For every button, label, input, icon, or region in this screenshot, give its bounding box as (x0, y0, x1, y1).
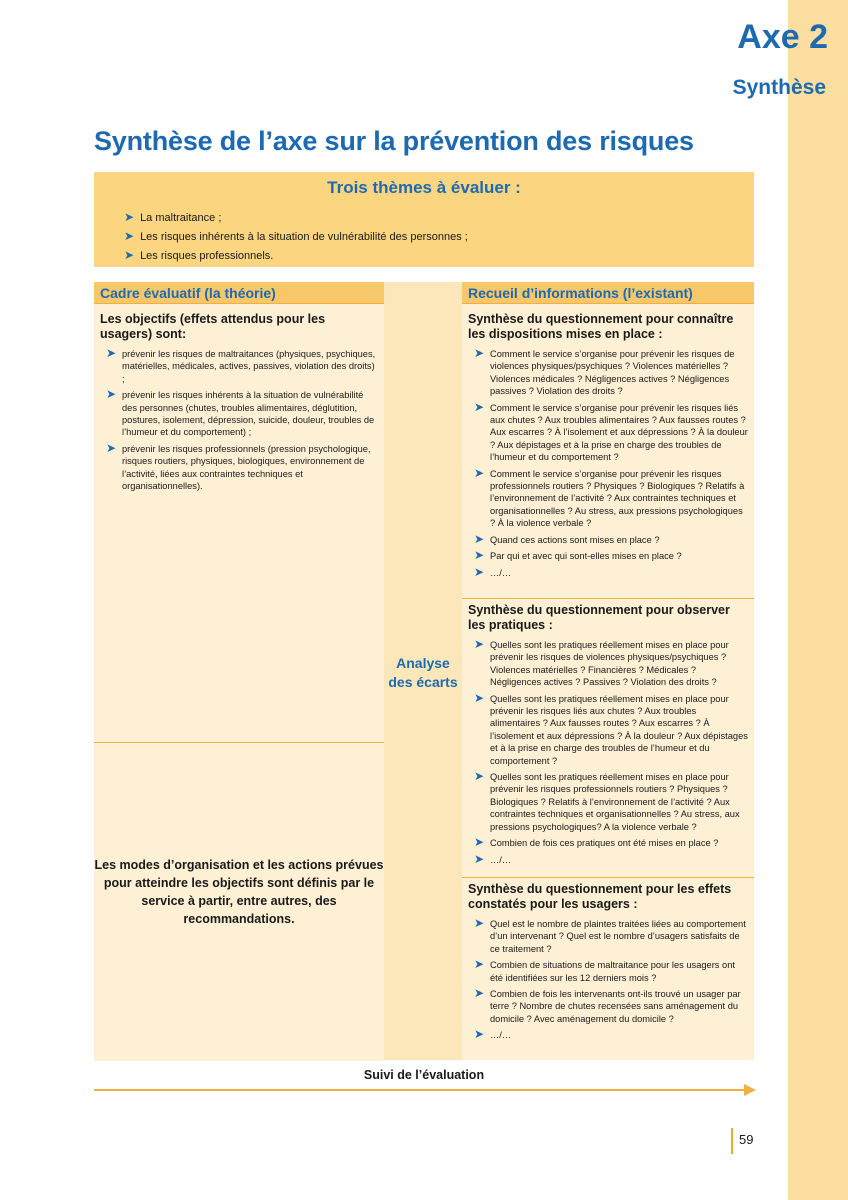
middle-column (384, 282, 462, 1060)
arrow-icon: ➤ (474, 916, 485, 930)
list-item: ➤ prévenir les risques inhérents à la situation de vulnérabilité des personnes (chutes, troubles alimentaires, déglutition, postures, isolement, dépression, suicide, douleur, troubles de l’humeur et du comportement) ; (106, 387, 375, 438)
arrow-icon: ➤ (474, 465, 485, 480)
section-title: Synthèse (732, 76, 826, 99)
followup-arrow-line (94, 1089, 746, 1091)
list-item: ➤ Comment le service s’organise pour prévenir les risques professionnels routiers ? Physiques ? Biologiques ? Relatifs à l’environnement de l’activité ? Aux contraintes techniques et organisationnelles ? Au stress, aux pressions psychologiques ? À la violence verbale ? (474, 465, 745, 529)
arrow-icon: ➤ (474, 851, 485, 866)
arrow-icon: ➤ (474, 531, 485, 546)
arrow-icon: ➤ (474, 957, 485, 972)
list-item: ➤ Quelles sont les pratiques réellement mises en place pour prévenir les risques liés aux chutes ? Aux troubles alimentaires ? Aux fausses routes ? Aux escarres ? À l’isolement et aux dépressions ? À la douleur ? Aux dépistages et à la prise en charge des troubles de l’humeur et du comportement ? (474, 690, 748, 766)
list-item: ➤ Combien de fois ces pratiques ont été mises en place ? (474, 835, 719, 850)
page-number: 59 (739, 1132, 754, 1147)
objectives-heading: Les objectifs (effets attendus pour les usagers) sont: (100, 312, 326, 341)
effects-block (462, 877, 754, 1046)
analysis-label: Analyse des écarts (388, 655, 458, 690)
arrow-icon: ➤ (474, 399, 485, 414)
list-item: ➤ prévenir les risques professionnels (pression psychologique, risques routiers, physiques, biologiques, environnement de l’activité, liées aux contraintes techniques et organisationnelles). (106, 440, 371, 492)
arrow-icon: ➤ (474, 835, 485, 850)
arrow-icon: ➤ (124, 210, 135, 224)
arrow-icon: ➤ (106, 440, 117, 455)
arrow-icon: ➤ (106, 387, 117, 402)
left-column (94, 282, 384, 1060)
dispositions-list (468, 348, 748, 579)
theme-item: ➤ Les risques professionnels. (124, 248, 274, 262)
arrow-icon: ➤ (474, 637, 485, 651)
arrow-icon: ➤ (474, 564, 485, 579)
dispositions-heading: Synthèse du questionnement pour connaître les dispositions mises en place : (468, 312, 734, 341)
page-title: Synthèse de l’axe sur la prévention des risques (94, 126, 694, 156)
objectives-block (100, 312, 378, 496)
themes-list (124, 208, 468, 265)
objectives-list (100, 348, 378, 492)
effects-list (468, 918, 748, 1042)
organisation-text: Les modes d’organisation et les actions prévues pour atteindre les objectifs sont définis par le service à partir, entre autres, des recommandations. (94, 858, 384, 926)
arrow-icon: ➤ (106, 346, 117, 360)
right-column (462, 282, 754, 1060)
arrow-icon: ➤ (124, 248, 135, 262)
arrow-icon: ➤ (474, 986, 485, 1001)
arrow-icon: ➤ (474, 1027, 485, 1042)
left-column-header: Cadre évaluatif (la théorie) (94, 282, 384, 304)
dispositions-block (462, 312, 754, 583)
axis-title: Axe 2 (737, 18, 828, 56)
themes-box (94, 172, 754, 267)
list-item: ➤ …/… (474, 1027, 512, 1042)
list-item: ➤ Combien de situations de maltraitance pour les usagers ont été identifiées sur les 12 derniers mois ? (474, 957, 735, 983)
theme-item: ➤ Les risques inhérents à la situation de vulnérabilité des personnes ; (124, 229, 468, 243)
side-strip (788, 0, 848, 1200)
arrow-icon: ➤ (474, 346, 485, 360)
organisation-block (94, 742, 384, 1061)
arrow-right-icon (744, 1084, 756, 1096)
practices-block (462, 598, 754, 870)
practices-list (468, 639, 748, 866)
list-item: ➤ Par qui et avec qui sont-elles mises en place ? (474, 548, 682, 563)
themes-heading: Trois thèmes à évaluer : (327, 178, 521, 197)
right-column-header: Recueil d’informations (l’existant) (462, 282, 754, 304)
page-number-divider (731, 1128, 733, 1154)
list-item: ➤ …/… (474, 564, 512, 579)
theme-item: ➤ La maltraitance ; (124, 210, 222, 224)
list-item: ➤ Quelles sont les pratiques réellement mises en place pour prévenir les risques professionnels routiers ? Physiques ? Biologiques ? Relatifs à l’environnement de l’activité ? Aux contraintes techniques et organisationnelles ? Au stress, aux pressions psychologiques? A la violence verbale ? (474, 769, 740, 832)
list-item: ➤ …/… (474, 851, 512, 866)
list-item: ➤ Quelles sont les pratiques réellement mises en place pour prévenir les risques de violences physiques/psychiques ? Violences matérielles ? Financières ? Médicales ? Négligences actives ? Passives ? Violation des droits ? (474, 637, 729, 688)
arrow-icon: ➤ (474, 690, 485, 705)
list-item: ➤ Comment le service s’organise pour prévenir les risques liés aux chutes ? Aux troubles alimentaires ? Aux fausses routes ? Aux escarres ? À l’isolement et aux dépressions ? À la douleur ? Aux dépistages et à la prise en charge des troubles de l’humeur et du comportement ? (474, 399, 748, 463)
list-item: ➤ prévenir les risques de maltraitances (physiques, psychiques, matérielles, médicales, actives, passives, violation des droits) ; (106, 346, 376, 384)
list-item: ➤ Quand ces actions sont mises en place ? (474, 531, 660, 546)
arrow-icon: ➤ (124, 229, 135, 243)
evaluation-followup-label: Suivi de l’évaluation (363, 1068, 485, 1082)
list-item: ➤ Comment le service s’organise pour prévenir les risques de violences physiques/psychiques ? Violences matérielles ? Violences médicales ? Négligences actives ? Négligences passives ? Violation des droits ? (474, 346, 735, 397)
practices-heading: Synthèse du questionnement pour observer les pratiques : (468, 603, 730, 632)
arrow-icon: ➤ (474, 769, 485, 784)
list-item: ➤ Combien de fois les intervenants ont-ils trouvé un usager par terre ? Nombre de chutes recensées sans aménagement du domicile ? Avec aménagement du domicile ? (474, 986, 741, 1024)
list-item: ➤ Quel est le nombre de plaintes traitées liées au comportement d’un intervenant ? Quel est le nombre d’usagers satisfaits de ce traitement ? (474, 916, 746, 954)
arrow-icon: ➤ (474, 548, 485, 563)
effects-heading: Synthèse du questionnement pour les effets constatés pour les usagers : (468, 882, 732, 911)
